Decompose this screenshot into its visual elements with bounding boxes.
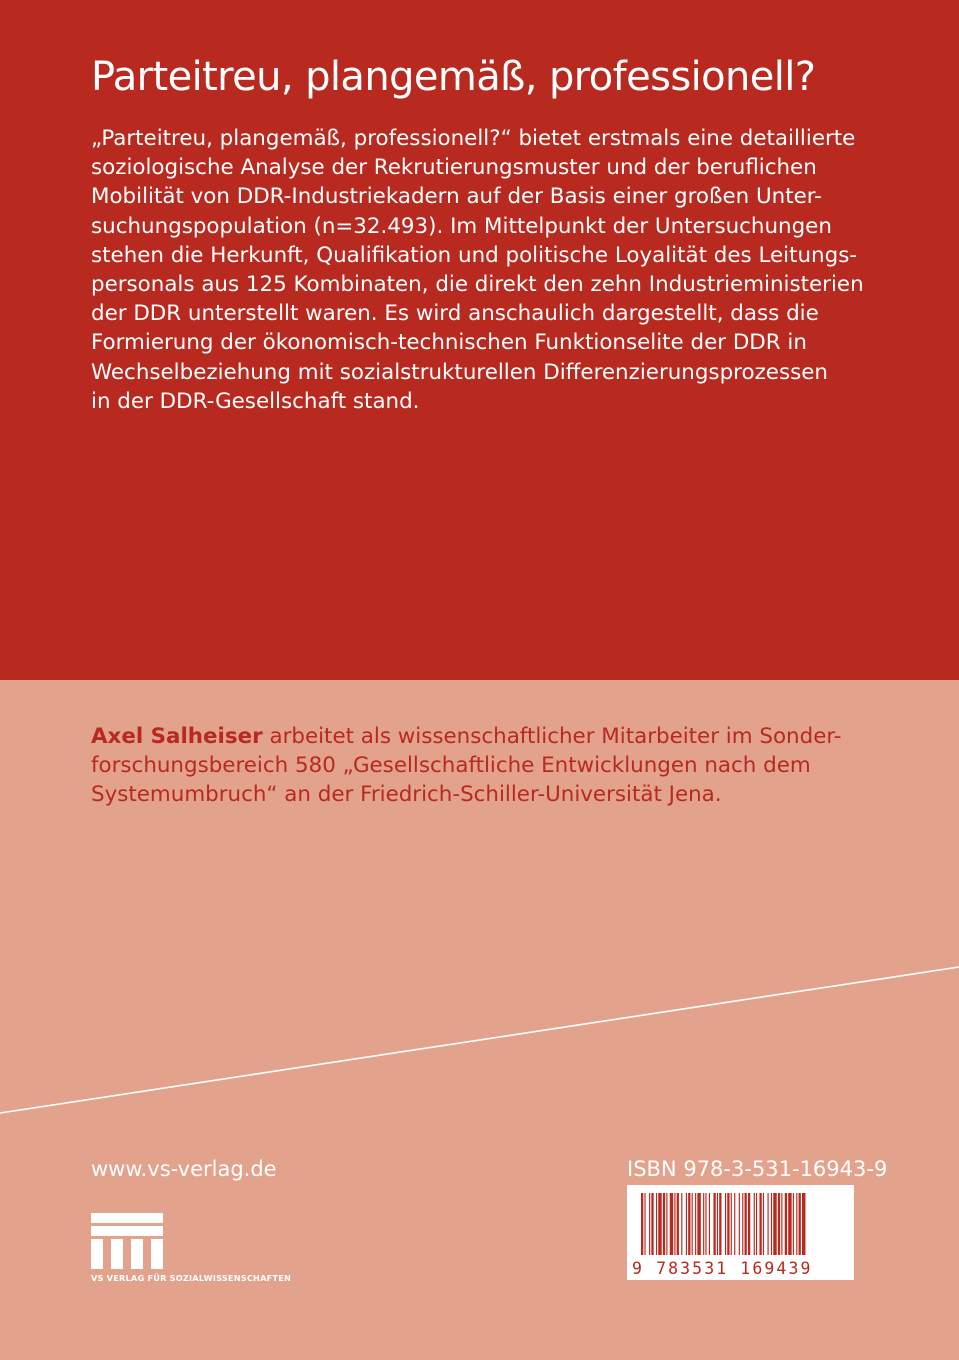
vs-verlag-logo-icon <box>91 1213 163 1269</box>
barcode-bar <box>688 1193 690 1255</box>
blurb-line: soziologische Analyse der Rekrutierungsmuster und der beruflichen <box>91 155 817 181</box>
barcode-bar <box>768 1193 769 1255</box>
author-bio-line: Systemumbruch“ an der Friedrich-Schiller-Universität Jena. <box>91 782 722 808</box>
barcode-bar <box>692 1193 693 1255</box>
blurb-line: stehen die Herkunft, Qualifikation und politische Loyalität des Leitungs- <box>91 242 858 268</box>
barcode-bar <box>793 1193 794 1255</box>
barcode-number: 9 783531 169439 <box>632 1259 813 1278</box>
barcode-bar <box>763 1193 764 1255</box>
blurb-line: suchungspopulation (n=32.493). Im Mittelpunkt der Untersuchungen <box>91 213 832 239</box>
blurb-line: Formierung der ökonomisch-technischen Funktionselite der DDR in <box>91 330 807 356</box>
barcode-bar <box>674 1193 675 1255</box>
barcode-bar <box>773 1193 776 1255</box>
barcode-bar <box>799 1193 801 1255</box>
blurb-line: der DDR unterstellt waren. Es wird anschaulich dargestellt, dass die <box>91 301 819 327</box>
barcode-bar <box>641 1193 643 1255</box>
barcode-bar <box>788 1193 791 1255</box>
barcode-bar <box>785 1193 787 1255</box>
barcode-bar <box>703 1193 704 1255</box>
barcode-bar <box>742 1193 743 1255</box>
blurb-line: Mobilität von DDR-Industriekadern auf der Basis einer großen Unter- <box>91 184 822 210</box>
barcode-bar <box>713 1193 715 1255</box>
author-bio-line <box>91 722 921 751</box>
barcode-bar <box>656 1193 657 1255</box>
blurb-text <box>91 124 911 416</box>
blurb-line: in der DDR-Gesellschaft stand. <box>91 388 420 414</box>
barcode-bar <box>717 1193 718 1255</box>
barcode-bar <box>778 1193 780 1255</box>
barcode-bar <box>731 1193 732 1255</box>
author-name: Axel Salheiser <box>91 724 263 749</box>
barcode-bar <box>725 1193 726 1255</box>
barcode-bar <box>748 1193 750 1255</box>
blurb-line: Wechselbeziehung mit sozialstrukturellen Differenzierungsprozessen <box>91 359 828 385</box>
barcode-bar <box>739 1193 740 1255</box>
author-bio <box>91 722 921 810</box>
barcode-bar <box>686 1193 687 1255</box>
publisher-website-link[interactable]: www.vs-verlag.de <box>91 1157 277 1181</box>
blurb-line: „Parteitreu, plangemäß, professionell?“ bietet erstmals eine detaillierte <box>91 126 856 151</box>
barcode-bar <box>745 1193 747 1255</box>
isbn-text: ISBN 978-3-531-16943-9 <box>627 1157 888 1181</box>
book-title: Parteitreu, plangemäß, professionell? <box>91 54 816 100</box>
barcode-bar <box>697 1193 700 1255</box>
author-bio-line: forschungsbereich 580 „Gesellschaftliche Entwicklungen nach dem <box>91 753 811 779</box>
barcode-bar <box>719 1193 721 1255</box>
barcode-bar <box>734 1193 735 1255</box>
barcode-bar <box>727 1193 729 1255</box>
barcode-bar <box>677 1193 679 1255</box>
barcode-bar <box>709 1193 710 1255</box>
barcode-bar <box>658 1193 661 1255</box>
barcode-bar <box>759 1193 761 1255</box>
barcode-bar <box>663 1193 665 1255</box>
barcode-bar <box>670 1193 673 1255</box>
barcode-bar <box>781 1193 782 1255</box>
barcode-bar <box>705 1193 706 1255</box>
barcode-bar <box>796 1193 797 1255</box>
barcode-bar <box>756 1193 757 1255</box>
barcode-bar <box>754 1193 755 1255</box>
publisher-name: VS VERLAG FÜR SOZIALWISSENSCHAFTEN <box>91 1273 292 1283</box>
barcode-bar <box>695 1193 696 1255</box>
barcode-bar <box>771 1193 772 1255</box>
barcode-bar <box>681 1193 682 1255</box>
barcode-bar <box>666 1193 667 1255</box>
barcode-bar <box>651 1193 653 1255</box>
blurb-line: personals aus 125 Kombinaten, die direkt den zehn Industrieministerien <box>91 272 864 298</box>
barcode-bar <box>802 1193 805 1255</box>
barcode-bar <box>649 1193 650 1255</box>
author-bio-text: arbeitet als wissenschaftlicher Mitarbeiter im Sonder- <box>262 724 842 749</box>
barcode-bar <box>644 1193 645 1255</box>
